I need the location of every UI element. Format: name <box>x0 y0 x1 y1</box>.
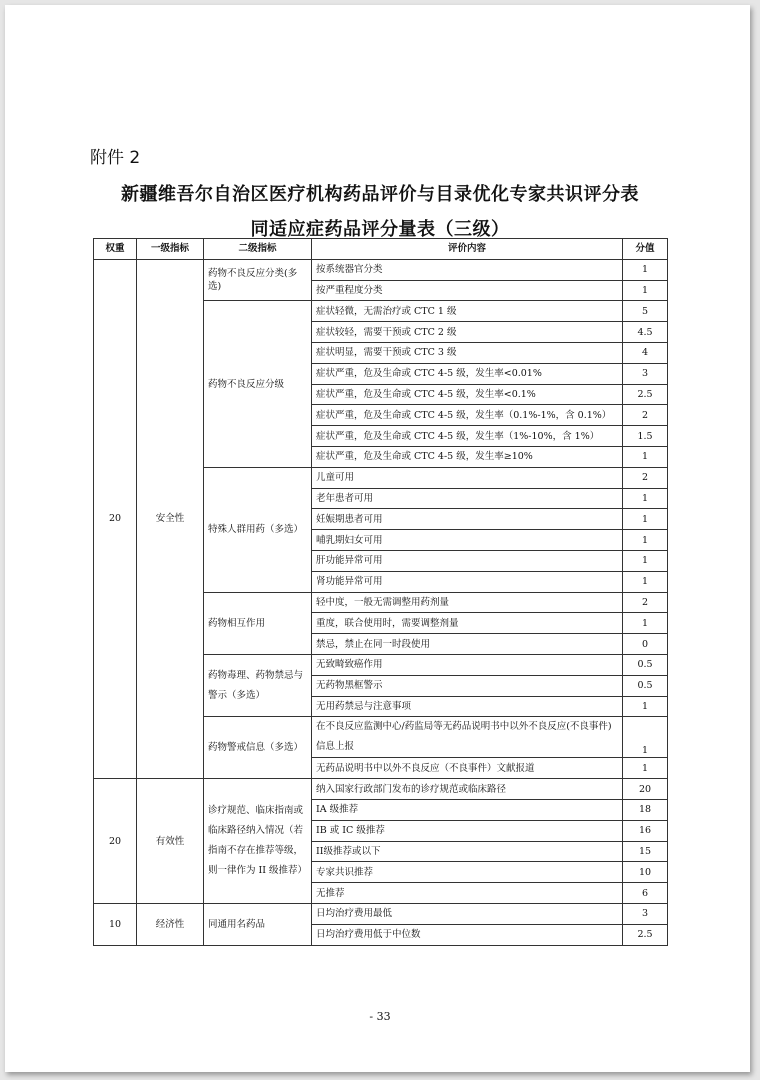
score-cell: 4.5 <box>623 322 668 343</box>
score-cell: 0 <box>623 634 668 655</box>
level2-cell: 药物相互作用 <box>204 592 312 654</box>
score-cell: 1 <box>623 280 668 301</box>
score-cell: 1 <box>623 717 668 758</box>
content-cell: 无致畸致癌作用 <box>312 654 623 675</box>
weight-cell: 20 <box>94 779 137 904</box>
score-cell: 2 <box>623 405 668 426</box>
score-cell: 16 <box>623 820 668 841</box>
content-cell: IA 级推荐 <box>312 799 623 820</box>
content-cell: 症状严重，危及生命或 CTC 4-5 级，发生率<0.01% <box>312 363 623 384</box>
score-cell: 5 <box>623 301 668 322</box>
score-cell: 10 <box>623 862 668 883</box>
score-cell: 1 <box>623 509 668 530</box>
score-cell: 4 <box>623 342 668 363</box>
content-cell: 哺乳期妇女可用 <box>312 530 623 551</box>
score-cell: 0.5 <box>623 654 668 675</box>
document-title: 新疆维吾尔自治区医疗机构药品评价与目录优化专家共识评分表 <box>121 184 639 205</box>
level2-cell: 诊疗规范、临床指南或临床路径纳入情况（若指南不存在推荐等级，则一律作为 II 级推荐） <box>204 779 312 904</box>
score-cell: 1 <box>623 446 668 467</box>
level2-cell: 药物警戒信息（多选） <box>204 717 312 779</box>
content-cell: 症状严重，危及生命或 CTC 4-5 级，发生率（0.1%-1%，含 0.1%） <box>312 405 623 426</box>
table-row <box>94 903 668 924</box>
content-cell: 无推荐 <box>312 883 623 904</box>
content-cell: 症状严重，危及生命或 CTC 4-5 级，发生率≥10% <box>312 446 623 467</box>
content-cell: 肝功能异常可用 <box>312 550 623 571</box>
header-level2: 二级指标 <box>204 239 312 260</box>
content-cell: 在不良反应监测中心/药监局等无药品说明书中以外不良反应(不良事件)信息上报 <box>312 717 623 758</box>
document-subtitle: 同适应症药品评分量表（三级） <box>250 219 510 240</box>
score-cell: 15 <box>623 841 668 862</box>
score-cell: 1 <box>623 488 668 509</box>
weight-cell: 10 <box>94 903 137 945</box>
score-cell: 1 <box>623 550 668 571</box>
weight-cell: 20 <box>94 259 137 778</box>
scoring-table <box>93 238 668 946</box>
level2-cell: 药物毒理、药物禁忌与警示（多选） <box>204 654 312 716</box>
score-cell: 1.5 <box>623 426 668 447</box>
level1-cell: 经济性 <box>137 903 204 945</box>
content-cell: 儿童可用 <box>312 467 623 488</box>
attachment-label: 附件 2 <box>90 148 141 168</box>
content-cell: 妊娠期患者可用 <box>312 509 623 530</box>
score-cell: 2.5 <box>623 384 668 405</box>
table-row <box>94 259 668 280</box>
level2-cell: 同通用名药品 <box>204 903 312 945</box>
content-cell: 症状严重，危及生命或 CTC 4-5 级，发生率（1%-10%，含 1%） <box>312 426 623 447</box>
content-cell: 按系统器官分类 <box>312 259 623 280</box>
content-cell: 日均治疗费用最低 <box>312 903 623 924</box>
content-cell: 无用药禁忌与注意事项 <box>312 696 623 717</box>
content-cell: 症状较轻，需要干预或 CTC 2 级 <box>312 322 623 343</box>
table-header-row <box>94 239 668 260</box>
header-content: 评价内容 <box>312 239 623 260</box>
score-cell: 2.5 <box>623 924 668 945</box>
score-cell: 3 <box>623 363 668 384</box>
content-cell: 禁忌，禁止在同一时段使用 <box>312 634 623 655</box>
score-cell: 1 <box>623 259 668 280</box>
level2-cell: 药物不良反应分类(多选) <box>204 259 312 301</box>
score-cell: 0.5 <box>623 675 668 696</box>
score-cell: 1 <box>623 758 668 779</box>
content-cell: 轻中度，一般无需调整用药剂量 <box>312 592 623 613</box>
content-cell: 老年患者可用 <box>312 488 623 509</box>
content-cell: 日均治疗费用低于中位数 <box>312 924 623 945</box>
header-level1: 一级指标 <box>137 239 204 260</box>
score-cell: 3 <box>623 903 668 924</box>
score-cell: 1 <box>623 696 668 717</box>
content-cell: 症状明显，需要干预或 CTC 3 级 <box>312 342 623 363</box>
content-cell: 症状严重，危及生命或 CTC 4-5 级，发生率<0.1% <box>312 384 623 405</box>
content-cell: 无药物黑框警示 <box>312 675 623 696</box>
score-cell: 6 <box>623 883 668 904</box>
score-cell: 1 <box>623 530 668 551</box>
content-cell: 重度，联合使用时，需要调整剂量 <box>312 613 623 634</box>
page-number: - 33 <box>369 1010 391 1023</box>
score-cell: 1 <box>623 613 668 634</box>
level1-cell: 安全性 <box>137 259 204 778</box>
table-row <box>94 779 668 800</box>
score-cell: 2 <box>623 592 668 613</box>
score-cell: 18 <box>623 799 668 820</box>
content-cell: 专家共识推荐 <box>312 862 623 883</box>
score-cell: 20 <box>623 779 668 800</box>
content-cell: II级推荐或以下 <box>312 841 623 862</box>
content-cell: 肾功能异常可用 <box>312 571 623 592</box>
content-cell: IB 或 IC 级推荐 <box>312 820 623 841</box>
content-cell: 症状轻微，无需治疗或 CTC 1 级 <box>312 301 623 322</box>
level2-cell: 特殊人群用药（多选） <box>204 467 312 592</box>
content-cell: 纳入国家行政部门发布的诊疗规范或临床路径 <box>312 779 623 800</box>
level2-cell: 药物不良反应分级 <box>204 301 312 467</box>
content-cell: 按严重程度分类 <box>312 280 623 301</box>
header-score: 分值 <box>623 239 668 260</box>
level1-cell: 有效性 <box>137 779 204 904</box>
score-cell: 1 <box>623 571 668 592</box>
content-cell: 无药品说明书中以外不良反应（不良事件）文献报道 <box>312 758 623 779</box>
header-weight: 权重 <box>94 239 137 260</box>
score-cell: 2 <box>623 467 668 488</box>
